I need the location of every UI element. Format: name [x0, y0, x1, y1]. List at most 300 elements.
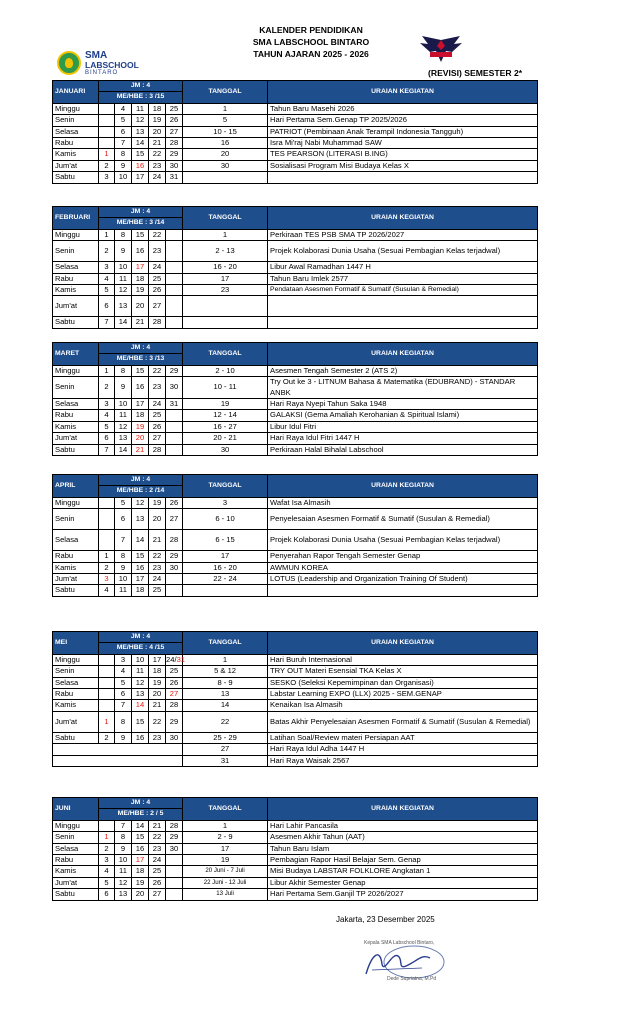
date-cell: 8 — [115, 365, 132, 376]
day-name: Selasa — [53, 530, 99, 551]
date-cell: 20 — [149, 126, 166, 137]
date-cell: 23 — [149, 843, 166, 854]
header-line-2: SMA LABSCHOOL BINTARO — [252, 37, 370, 47]
tanggal-cell: 13 Juli — [183, 889, 268, 900]
kegiatan-cell: Pembagian Rapor Hasil Belajar Sem. Genap — [268, 855, 538, 866]
tanggal-cell: 5 & 12 — [183, 666, 268, 677]
holiday-date-cell: 1 — [99, 711, 115, 732]
date-cell: 16 — [132, 843, 149, 854]
day-name: Rabu — [53, 689, 99, 700]
holiday-date-cell: 17 — [132, 262, 149, 273]
kegiatan-cell — [268, 296, 538, 317]
calendar-row — [53, 574, 538, 585]
date-cell: 27 — [149, 433, 166, 444]
date-cell: 12 — [132, 115, 149, 126]
day-name: Minggu — [53, 497, 99, 508]
date-cell: 26 — [166, 115, 183, 126]
date-cell — [166, 444, 183, 455]
tanggal-cell: 5 — [183, 115, 268, 126]
date-cell: 16 — [132, 241, 149, 262]
tanggal-cell: 14 — [183, 700, 268, 711]
day-name: Jum'at — [53, 574, 99, 585]
uraian-header: URAIAN KEGIATAN — [268, 343, 538, 366]
date-cell: 25 — [149, 585, 166, 596]
date-cell: 25 — [149, 866, 166, 877]
date-cell: 29 — [166, 149, 183, 160]
holiday-date-cell: 27 — [166, 689, 183, 700]
tanggal-cell: 6 - 15 — [183, 530, 268, 551]
holiday-date-part: 31 — [176, 654, 186, 664]
date-cell: 6 — [115, 126, 132, 137]
tanggal-cell: 16 — [183, 138, 268, 149]
date-cell: 9 — [115, 732, 132, 743]
day-name: Rabu — [53, 410, 99, 421]
day-name: Jum'at — [53, 160, 99, 171]
date-cell: 26 — [149, 421, 166, 432]
uraian-header: URAIAN KEGIATAN — [268, 632, 538, 655]
date-cell: 27 — [166, 126, 183, 137]
date-cell: 16 — [132, 562, 149, 573]
date-cell: 20 — [132, 296, 149, 317]
calendar-row — [53, 509, 538, 530]
date-cell: 19 — [132, 877, 149, 888]
kegiatan-cell: Batas Akhir Penyelesaian Asesmen Formatif & Sumatif (Susulan & Remedial) — [268, 711, 538, 732]
kegiatan-cell — [268, 172, 538, 183]
tanggal-cell: 2 - 13 — [183, 241, 268, 262]
date-cell: 15 — [132, 711, 149, 732]
date-cell: 10 — [132, 654, 149, 665]
date-cell: 18 — [132, 410, 149, 421]
date-cell: 22 — [149, 832, 166, 843]
kegiatan-cell: SESKO (Seleksi Kepemimpinan dan Organisasi) — [268, 677, 538, 688]
date-cell: 12 — [115, 877, 132, 888]
date-cell: 8 — [115, 149, 132, 160]
day-name: Rabu — [53, 138, 99, 149]
date-cell: 13 — [132, 126, 149, 137]
date-cell — [166, 285, 183, 296]
date-cell: 3 — [99, 399, 115, 410]
date-cell: 17 — [149, 654, 166, 665]
date-cell — [99, 820, 115, 831]
date-cell: 13 — [132, 509, 149, 530]
header-line-1: KALENDER PENDIDIKAN — [259, 25, 363, 35]
date-cell: 24 — [149, 574, 166, 585]
date-cell: 18 — [149, 103, 166, 114]
date-cell — [99, 138, 115, 149]
tanggal-cell: 10 - 15 — [183, 126, 268, 137]
date-cell: 5 — [115, 677, 132, 688]
date-cell: 31 — [166, 172, 183, 183]
date-cell: 13 — [132, 689, 149, 700]
calendar-row — [53, 172, 538, 183]
date-cell: 28 — [166, 530, 183, 551]
date-part: 24 — [166, 654, 175, 664]
date-cell: 1 — [99, 229, 115, 240]
date-cell: 23 — [149, 732, 166, 743]
date-cell: 18 — [132, 273, 149, 284]
holiday-date-cell: 17 — [132, 855, 149, 866]
kegiatan-cell: Perkiraan Halal Bihalal Labschool — [268, 444, 538, 455]
kegiatan-cell: Hari Buruh Internasional — [268, 654, 538, 665]
calendar-row — [53, 551, 538, 562]
day-name: Senin — [53, 509, 99, 530]
date-cell: 17 — [132, 172, 149, 183]
tanggal-cell: 10 - 11 — [183, 377, 268, 399]
date-cell: 15 — [132, 365, 149, 376]
extra-event-row — [53, 744, 538, 755]
calendar-row — [53, 843, 538, 854]
kegiatan-cell: Pendataan Asesmen Formatif & Sumatif (Susulan & Remedial) — [268, 285, 538, 296]
date-cell: 10 — [115, 399, 132, 410]
kegiatan-cell: Misi Budaya LABSTAR FOLKLORE Angkatan 1 — [268, 866, 538, 877]
date-cell: 22 — [149, 711, 166, 732]
calendar-row — [53, 820, 538, 831]
holiday-date-cell: 1 — [99, 149, 115, 160]
date-cell: 19 — [149, 497, 166, 508]
me-hbe-label: ME/HBE : 3 /15 — [99, 92, 183, 103]
date-cell: 27 — [166, 509, 183, 530]
date-cell: 13 — [115, 433, 132, 444]
date-cell: 11 — [115, 585, 132, 596]
calendar-row — [53, 832, 538, 843]
kegiatan-cell: AWMUN KOREA — [268, 562, 538, 573]
kegiatan-cell: Wafat Isa Almasih — [268, 497, 538, 508]
me-hbe-label: ME/HBE : 3 /13 — [99, 354, 183, 365]
date-cell: 12 — [115, 421, 132, 432]
calendar-row — [53, 530, 538, 551]
date-cell: 2 — [99, 160, 115, 171]
jm-label: JM : 4 — [99, 207, 183, 218]
date-cell: 16 — [132, 732, 149, 743]
jm-label: JM : 4 — [99, 475, 183, 486]
date-cell: 15 — [132, 832, 149, 843]
date-cell — [166, 433, 183, 444]
day-name: Selasa — [53, 843, 99, 854]
date-cell: 26 — [166, 677, 183, 688]
date-cell: 10 — [115, 172, 132, 183]
date-cell: 28 — [166, 138, 183, 149]
day-name: Kamis — [53, 149, 99, 160]
calendar-row — [53, 262, 538, 273]
date-cell: 4 — [99, 585, 115, 596]
date-cell: 28 — [166, 700, 183, 711]
date-cell — [166, 296, 183, 317]
calendar-row — [53, 877, 538, 888]
date-cell: 8 — [115, 711, 132, 732]
calendar-row — [53, 317, 538, 328]
date-cell: 10 — [115, 574, 132, 585]
tanggal-cell: 13 — [183, 689, 268, 700]
calendar-row — [53, 229, 538, 240]
jm-label: JM : 4 — [99, 798, 183, 809]
day-name: Kamis — [53, 700, 99, 711]
signature-block — [352, 934, 462, 984]
date-cell — [166, 855, 183, 866]
kegiatan-cell: Penyelesaian Asesmen Formatif & Sumatif (Susulan & Remedial) — [268, 509, 538, 530]
date-cell: 23 — [149, 241, 166, 262]
date-cell: 21 — [149, 530, 166, 551]
calendar-row — [53, 377, 538, 399]
date-cell: 18 — [132, 866, 149, 877]
day-name: Selasa — [53, 126, 99, 137]
kegiatan-cell: Tahun Baru Islam — [268, 843, 538, 854]
calendar-row — [53, 700, 538, 711]
date-cell: 9 — [115, 377, 132, 399]
date-cell — [166, 877, 183, 888]
day-name: Minggu — [53, 229, 99, 240]
date-cell: 25 — [149, 273, 166, 284]
date-cell: 11 — [132, 666, 149, 677]
calendar-row — [53, 241, 538, 262]
date-cell: 14 — [115, 444, 132, 455]
date-cell: 2 — [99, 241, 115, 262]
month-table-april — [52, 474, 538, 597]
kegiatan-cell: Asesmen Akhir Tahun (AAT) — [268, 832, 538, 843]
calendar-row — [53, 421, 538, 432]
kegiatan-cell: Hari Lahir Pancasila — [268, 820, 538, 831]
date-cell: 29 — [166, 551, 183, 562]
date-cell: 13 — [115, 296, 132, 317]
date-cell: 25 — [149, 410, 166, 421]
me-hbe-label: ME/HBE : 2 / 5 — [99, 809, 183, 820]
date-cell: 26 — [149, 285, 166, 296]
day-name: Sabtu — [53, 444, 99, 455]
date-cell: 11 — [132, 103, 149, 114]
calendar-row — [53, 444, 538, 455]
date-cell — [166, 574, 183, 585]
me-hbe-label: ME/HBE : 3 /14 — [99, 218, 183, 229]
date-cell: 6 — [115, 689, 132, 700]
kegiatan-cell: Latihan Soal/Review materi Persiapan AAT — [268, 732, 538, 743]
date-cell: 5 — [115, 115, 132, 126]
day-name: Sabtu — [53, 172, 99, 183]
kegiatan-cell: GALAKSI (Gema Amaliah Kerohanian & Spiritual Islami) — [268, 410, 538, 421]
day-name: Selasa — [53, 677, 99, 688]
holiday-date-cell: 14 — [132, 700, 149, 711]
kegiatan-cell — [268, 585, 538, 596]
month-table-februari — [52, 206, 538, 329]
tanggal-cell: 27 — [183, 744, 268, 755]
date-cell: 21 — [149, 820, 166, 831]
calendar-row — [53, 866, 538, 877]
tanggal-cell: 16 - 20 — [183, 562, 268, 573]
tanggal-header: TANGGAL — [183, 207, 268, 230]
date-cell: 19 — [149, 677, 166, 688]
date-cell: 29 — [166, 711, 183, 732]
date-cell: 23 — [149, 160, 166, 171]
calendar-row — [53, 399, 538, 410]
holiday-date-cell: 16 — [132, 160, 149, 171]
day-name: Kamis — [53, 562, 99, 573]
date-cell — [99, 666, 115, 677]
date-cell — [99, 530, 115, 551]
calendar-row — [53, 562, 538, 573]
tanggal-cell: 23 — [183, 285, 268, 296]
calendar-row — [53, 410, 538, 421]
jm-label: JM : 4 — [99, 343, 183, 354]
date-cell: 7 — [115, 820, 132, 831]
date-cell: 13 — [115, 889, 132, 900]
calendar-row — [53, 115, 538, 126]
tanggal-cell: 2 - 10 — [183, 365, 268, 376]
calendar-row — [53, 433, 538, 444]
date-cell: 22 — [149, 551, 166, 562]
day-name: Sabtu — [53, 585, 99, 596]
date-cell: 7 — [115, 530, 132, 551]
logo-line-2: LABSCHOOL — [85, 60, 139, 70]
logo-line-1: SMA — [85, 50, 108, 61]
day-name: Rabu — [53, 273, 99, 284]
date-cell: 21 — [132, 317, 149, 328]
holiday-date-cell: 1 — [99, 832, 115, 843]
day-name: Senin — [53, 832, 99, 843]
date-cell — [166, 421, 183, 432]
date-cell: 17 — [132, 574, 149, 585]
date-cell: 24 — [149, 172, 166, 183]
uraian-header: URAIAN KEGIATAN — [268, 475, 538, 498]
date-cell: 2 — [99, 732, 115, 743]
day-name: Jum'at — [53, 711, 99, 732]
date-cell: 24 — [149, 262, 166, 273]
date-cell: 26 — [149, 877, 166, 888]
date-cell: 5 — [115, 497, 132, 508]
tanggal-cell: 1 — [183, 654, 268, 665]
date-cell — [99, 115, 115, 126]
month-table-mei — [52, 631, 538, 767]
date-cell: 15 — [132, 229, 149, 240]
date-cell: 24/31 — [166, 654, 186, 664]
kegiatan-cell: Kenaikan Isa Almasih — [268, 700, 538, 711]
day-name: Selasa — [53, 399, 99, 410]
kegiatan-cell: Hari Pertama Sem.Ganjil TP 2026/2027 — [268, 889, 538, 900]
date-cell — [166, 410, 183, 421]
signature-title: Kepala SMA Labschool Bintaro, — [364, 940, 435, 946]
day-name: Minggu — [53, 654, 99, 665]
kegiatan-cell: Try Out ke 3 - LITNUM Bahasa & Matematika (EDUBRAND) - STANDAR ANBK — [268, 377, 538, 399]
date-cell — [99, 677, 115, 688]
extra-event-row — [53, 755, 538, 766]
date-cell: 20 — [132, 889, 149, 900]
calendar-row — [53, 666, 538, 677]
date-cell: 27 — [149, 889, 166, 900]
kegiatan-cell — [268, 317, 538, 328]
date-cell: 6 — [99, 433, 115, 444]
tanggal-cell: 1 — [183, 229, 268, 240]
day-name: Kamis — [53, 421, 99, 432]
date-cell — [166, 585, 183, 596]
holiday-date-cell: 19 — [132, 421, 149, 432]
calendar-row — [53, 285, 538, 296]
date-cell: 2 — [99, 843, 115, 854]
calendar-row — [53, 365, 538, 376]
tanggal-cell: 20 - 21 — [183, 433, 268, 444]
day-name: Rabu — [53, 855, 99, 866]
empty-cell — [53, 744, 183, 755]
date-cell: 15 — [132, 149, 149, 160]
jm-label: JM : 4 — [99, 632, 183, 643]
tanggal-cell: 30 — [183, 444, 268, 455]
date-cell: 9 — [115, 160, 132, 171]
tanggal-cell: 25 - 29 — [183, 732, 268, 743]
kegiatan-cell: TES PEARSON (LITERASI B.ING) — [268, 149, 538, 160]
calendar-row — [53, 103, 538, 114]
school-logo — [57, 49, 167, 83]
kegiatan-cell: Tahun Baru Masehi 2026 — [268, 103, 538, 114]
kegiatan-cell: Asesmen Tengah Semester 2 (ATS 2) — [268, 365, 538, 376]
uraian-header: URAIAN KEGIATAN — [268, 81, 538, 104]
kegiatan-cell: Libur Awal Ramadhan 1447 H — [268, 262, 538, 273]
date-cell — [166, 317, 183, 328]
kegiatan-cell: Hari Raya Waisak 2567 — [268, 755, 538, 766]
date-cell: 16 — [132, 377, 149, 399]
date-cell: 28 — [166, 820, 183, 831]
day-name: Jum'at — [53, 296, 99, 317]
date-cell: 3 — [99, 855, 115, 866]
date-cell: 4 — [99, 273, 115, 284]
date-cell: 8 — [115, 229, 132, 240]
date-cell: 12 — [132, 677, 149, 688]
day-name: Jum'at — [53, 433, 99, 444]
jm-label: JM : 4 — [99, 81, 183, 92]
date-cell: 5 — [99, 285, 115, 296]
date-cell: 12 — [132, 497, 149, 508]
date-cell — [99, 497, 115, 508]
kegiatan-cell: Hari Raya Idul Adha 1447 H — [268, 744, 538, 755]
date-cell — [166, 229, 183, 240]
day-name: Senin — [53, 241, 99, 262]
date-cell — [99, 126, 115, 137]
kegiatan-cell: Perkiraan TES PSB SMA TP 2026/2027 — [268, 229, 538, 240]
date-cell: 11 — [115, 410, 132, 421]
date-cell: 30 — [166, 732, 183, 743]
date-cell: 2 — [99, 377, 115, 399]
day-name: Senin — [53, 377, 99, 399]
date-cell: 21 — [149, 700, 166, 711]
kegiatan-cell: PATRIOT (Pembinaan Anak Terampil Indonesia Tangguh) — [268, 126, 538, 137]
date-cell: 14 — [132, 820, 149, 831]
kegiatan-cell: Libur Akhir Semester Genap — [268, 877, 538, 888]
kegiatan-cell: LOTUS (Leadership and Organization Training Of Student) — [268, 574, 538, 585]
tanggal-cell: 12 - 14 — [183, 410, 268, 421]
date-cell: 10 — [115, 262, 132, 273]
kegiatan-cell: TRY OUT Materi Esensial TKA Kelas X — [268, 666, 538, 677]
labstar-logo — [418, 34, 464, 66]
date-cell: 30 — [166, 562, 183, 573]
calendar-row — [53, 160, 538, 171]
kegiatan-cell: Hari Raya Idul Fitri 1447 H — [268, 433, 538, 444]
tanggal-cell: 19 — [183, 855, 268, 866]
date-cell: 3 — [115, 654, 132, 665]
calendar-row — [53, 149, 538, 160]
date-cell: 6 — [99, 296, 115, 317]
date-cell: 19 — [132, 285, 149, 296]
uraian-header: URAIAN KEGIATAN — [268, 798, 538, 821]
eagle-icon — [418, 34, 464, 66]
day-name: Kamis — [53, 866, 99, 877]
tanggal-cell: 8 - 9 — [183, 677, 268, 688]
tanggal-cell: 16 - 20 — [183, 262, 268, 273]
calendar-row — [53, 296, 538, 317]
tanggal-header: TANGGAL — [183, 632, 268, 655]
date-cell: 4 — [115, 103, 132, 114]
tanggal-cell: 17 — [183, 551, 268, 562]
day-name: Sabtu — [53, 889, 99, 900]
date-cell: 4 — [99, 866, 115, 877]
tanggal-cell: 1 — [183, 103, 268, 114]
date-cell: 22 — [149, 229, 166, 240]
kegiatan-cell: Projek Kolaborasi Dunia Usaha (Sesuai Pembagian Kelas terjadwal) — [268, 241, 538, 262]
tanggal-cell: 6 - 10 — [183, 509, 268, 530]
